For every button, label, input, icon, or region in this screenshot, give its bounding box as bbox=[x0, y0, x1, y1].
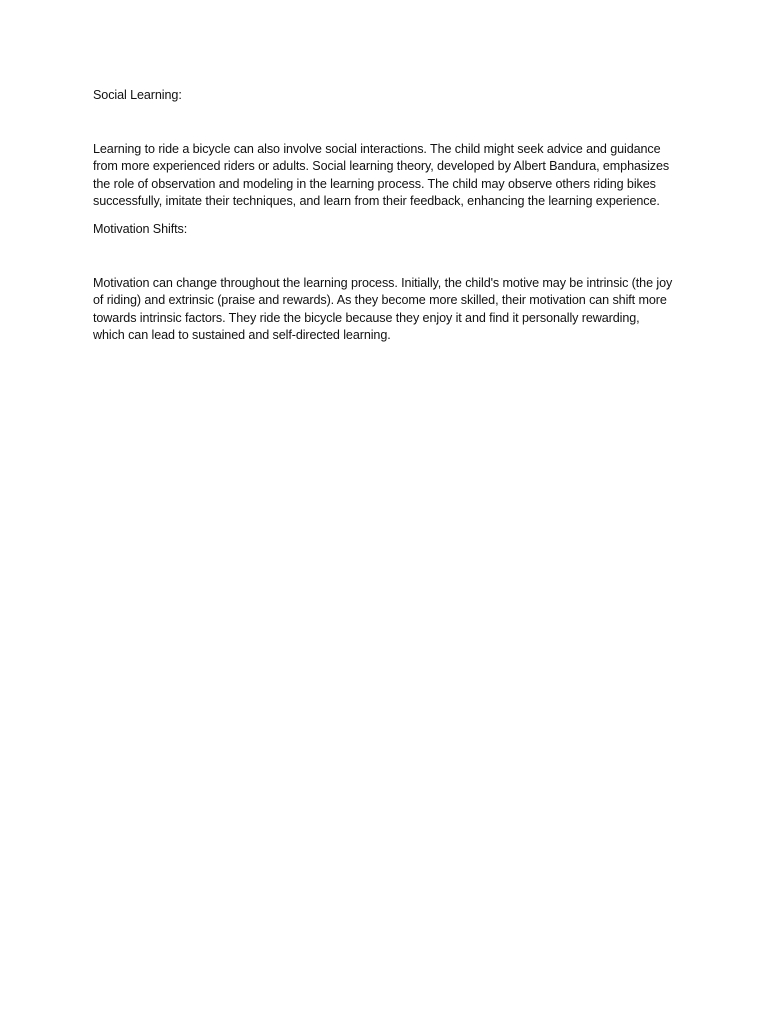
section-paragraph-motivation-shifts: Motivation can change throughout the learning process. Initially, the child's motive may be intrinsic (the joy of riding) and extrinsic (praise and rewards). As they become more skilled, their motivation can shift more towards intrinsic factors. They ride the bicycle because they enjoy it and find it personally rewarding, which can lead to sustained and self-directed learning. bbox=[93, 275, 673, 343]
section-heading-motivation-shifts: Motivation Shifts: bbox=[93, 221, 188, 236]
document-body bbox=[93, 87, 673, 345]
section-paragraph-social-learning: Learning to ride a bicycle can also involve social interactions. The child might seek advice and guidance from more experienced riders or adults. Social learning theory, developed by Albert Bandura, emphasizes the role of observation and modeling in the learning process. The child may observe others riding bikes successfully, imitate their techniques, and learn from their feedback, enhancing the learning experience. bbox=[93, 141, 670, 209]
section-heading-social-learning: Social Learning: bbox=[93, 88, 182, 102]
